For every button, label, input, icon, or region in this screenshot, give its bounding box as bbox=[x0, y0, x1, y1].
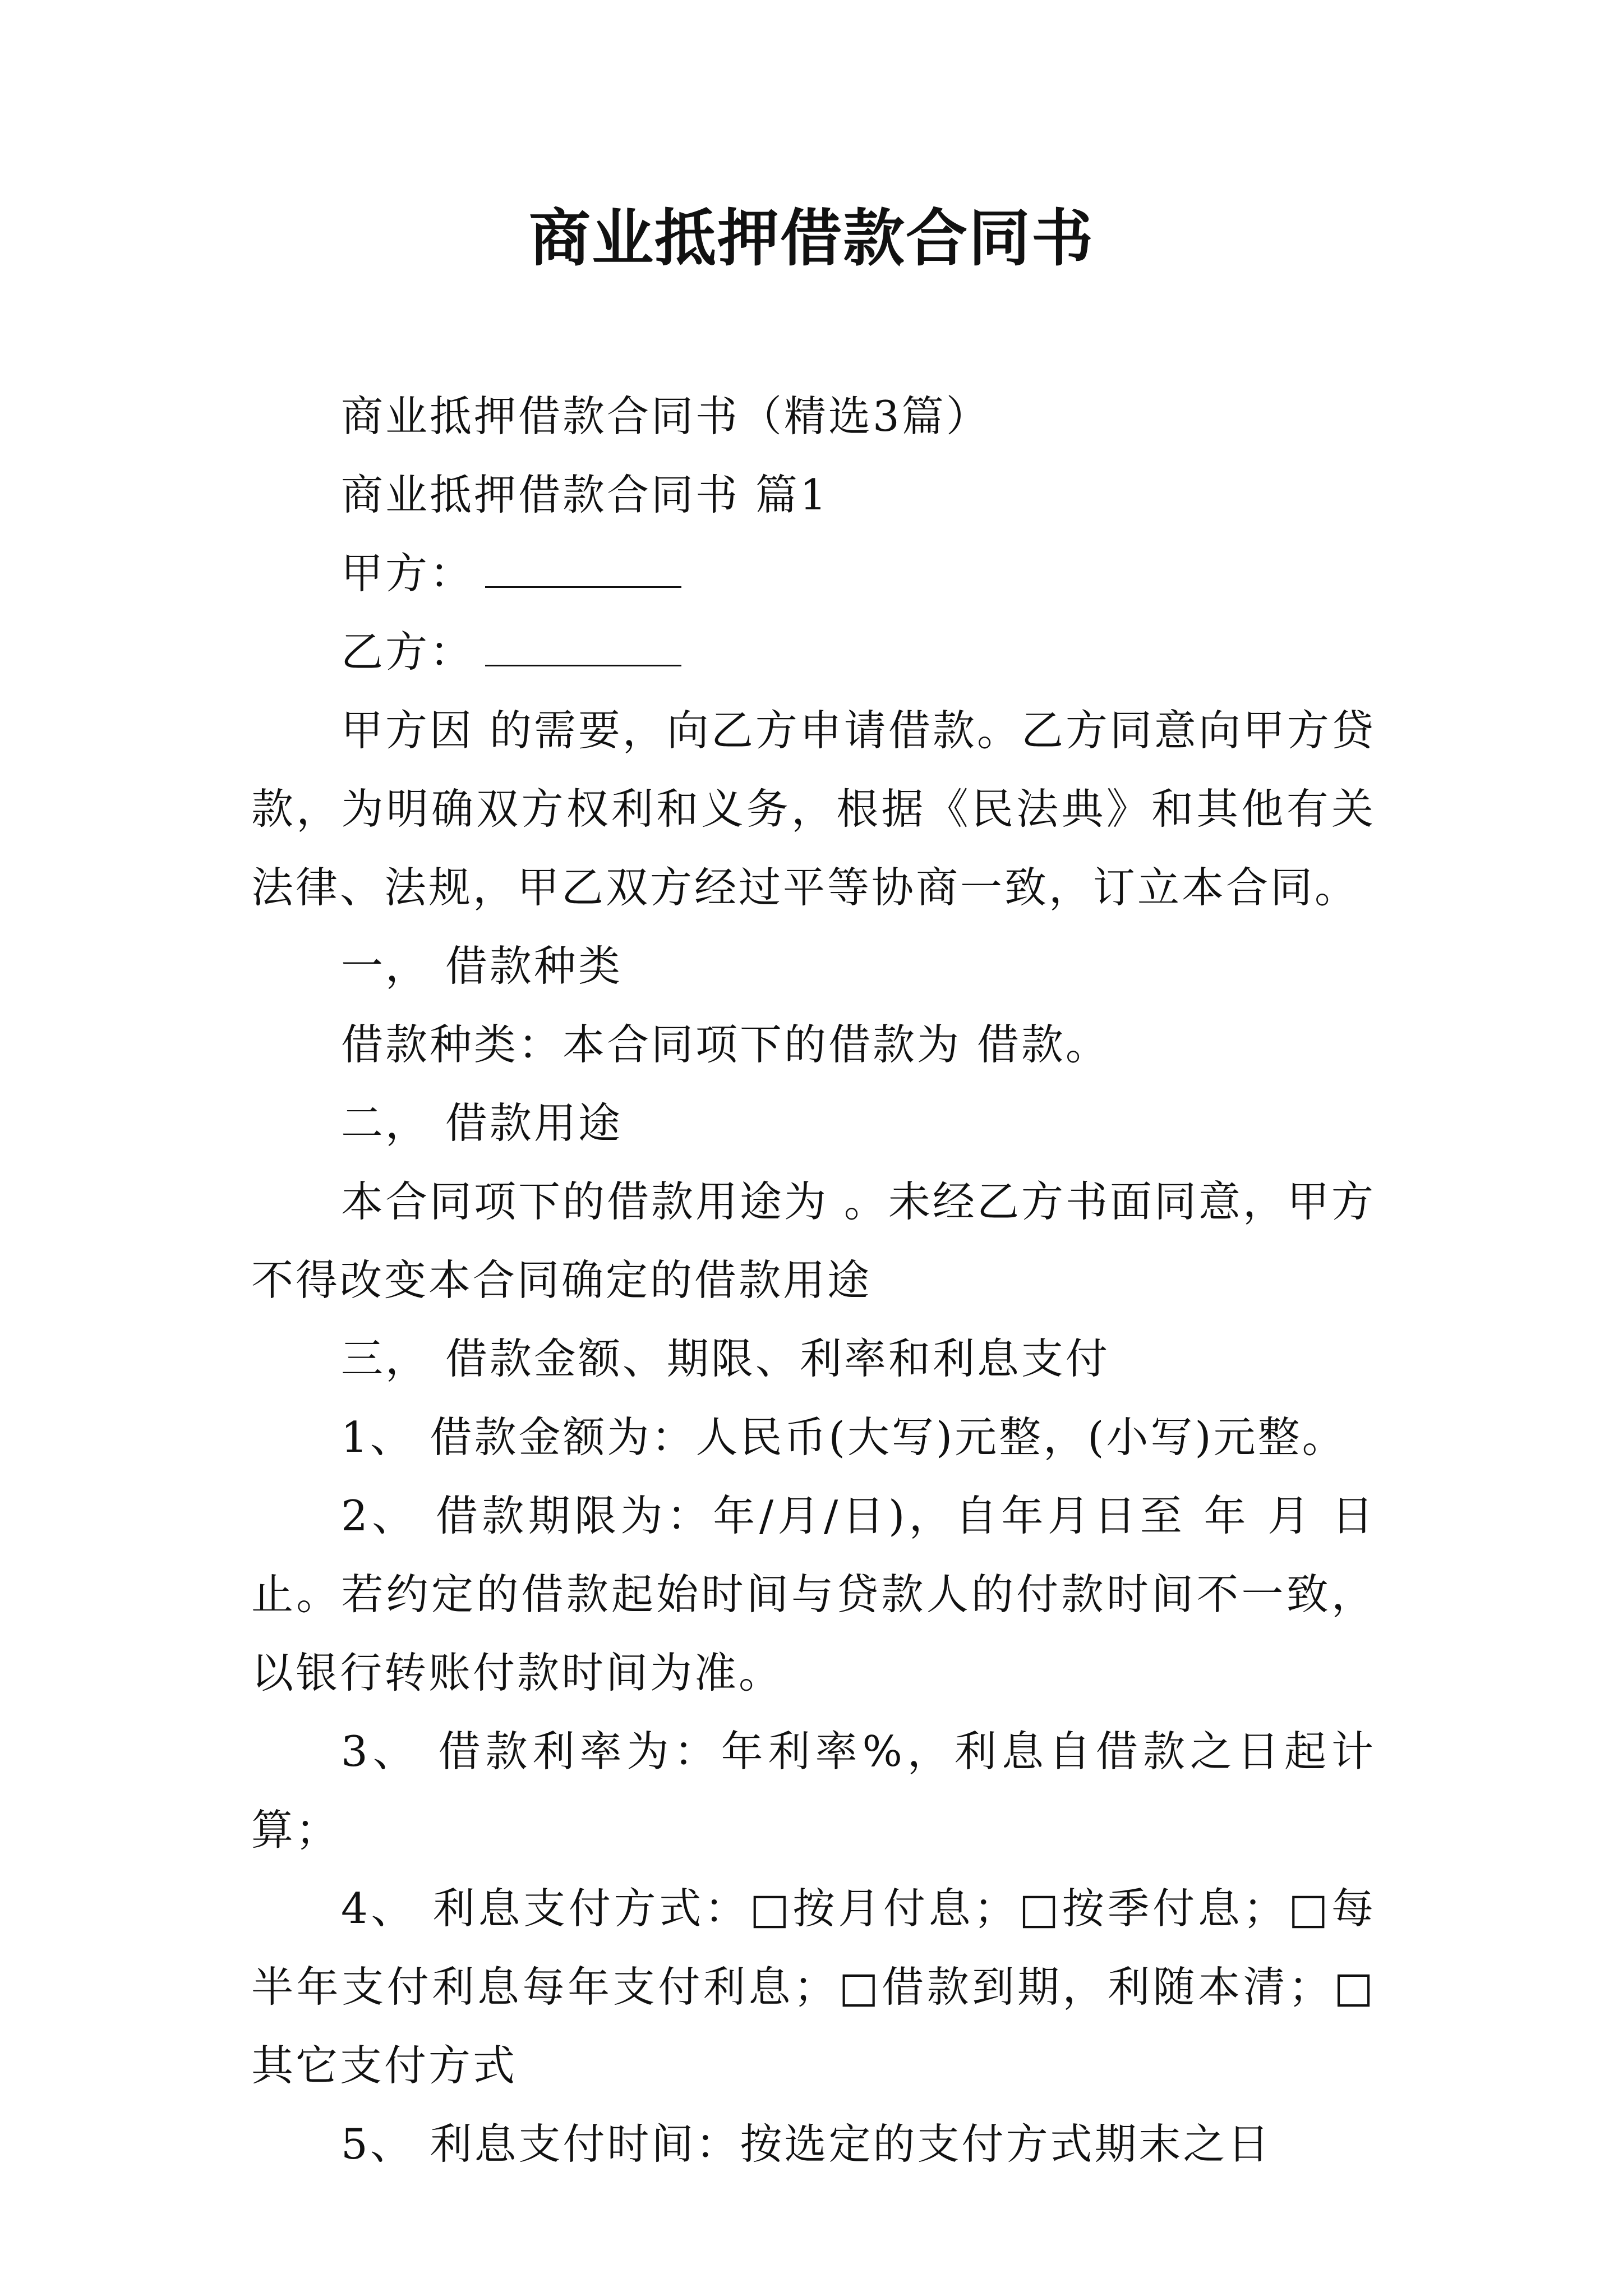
party-a-line bbox=[251, 534, 1376, 613]
clause-3-item-5: 5、 利息支付时间：按选定的支付方式期末之日 bbox=[341, 2119, 1272, 2169]
party-a-label: 甲方： bbox=[341, 549, 474, 598]
intro-paragraph: 甲方因 的需要，向乙方申请借款。乙方同意向甲方贷款，为明确双方权利和义务，根据《民法典》和其他有关法律、法规，甲乙双方经过平等协商一致，订立本合同。 bbox=[251, 706, 1376, 912]
clause-3-item-4: 4、 利息支付方式：□按月付息；□按季付息；□每半年支付利息每年支付利息；□借款到期，利随本清；□其它支付方式 bbox=[251, 1884, 1376, 2090]
clause-1-text: 借款种类：本合同项下的借款为 借款。 bbox=[341, 1020, 1110, 1069]
party-b-blank bbox=[485, 620, 681, 666]
clause-2-heading: 二， 借款用途 bbox=[341, 1098, 623, 1148]
party-b-label: 乙方： bbox=[341, 627, 474, 677]
clause-3-heading: 三， 借款金额、期限、利率和利息支付 bbox=[341, 1334, 1110, 1383]
document-body bbox=[251, 377, 1376, 2183]
section-heading: 商业抵押借款合同书 篇1 bbox=[341, 470, 829, 519]
clause-3-item-2: 2、 借款期限为：年/月/日)，自年月日至 年 月 日止。若约定的借款起始时间与贷款人的付款时间不一致，以银行转账付款时间为准。 bbox=[251, 1491, 1376, 1697]
subtitle: 商业抵押借款合同书（精选3篇） bbox=[341, 392, 990, 441]
clause-2-text: 本合同项下的借款用途为 。未经乙方书面同意，甲方不得改变本合同确定的借款用途 bbox=[251, 1177, 1376, 1305]
party-b-line bbox=[251, 613, 1376, 691]
document-title: 商业抵押借款合同书 bbox=[529, 202, 1094, 274]
clause-1-heading: 一， 借款种类 bbox=[341, 941, 623, 991]
clause-3-item-1: 1、 借款金额为：人民币(大写)元整，(小写)元整。 bbox=[341, 1412, 1347, 1462]
clause-3-item-3: 3、 借款利率为：年利率%，利息自借款之日起计算； bbox=[251, 1727, 1376, 1855]
party-a-blank bbox=[485, 542, 681, 588]
